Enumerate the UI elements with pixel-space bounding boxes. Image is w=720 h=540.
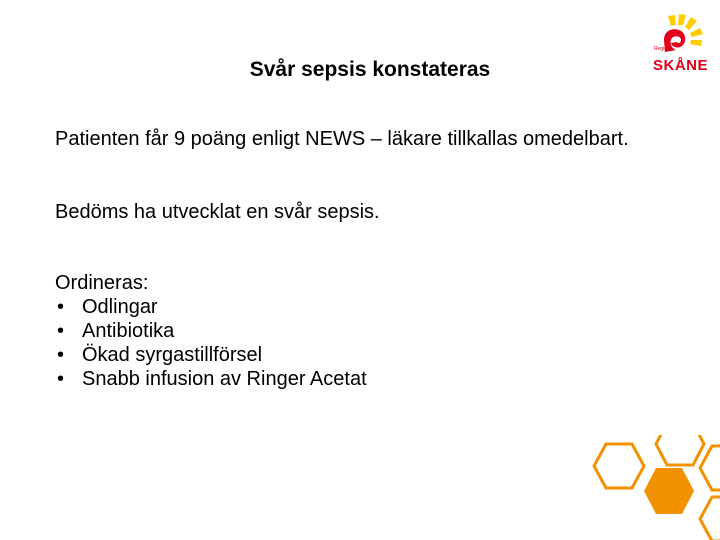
orders-heading: Ordineras: (55, 272, 149, 294)
hexagon-outline-top-right (656, 435, 704, 465)
logo-region-text: Region (654, 46, 670, 52)
region-skane-logo (650, 12, 710, 74)
bullet: • (57, 368, 65, 390)
order-text: Snabb infusion av Ringer Acetat (82, 368, 367, 390)
order-text: Ökad syrgastillförsel (82, 344, 263, 366)
hexagon-outline-bottom (700, 497, 720, 540)
order-text: Odlingar (82, 296, 158, 318)
logo-wordmark: SKÅNE (653, 57, 709, 74)
list-item (55, 295, 655, 319)
paragraph-news-score: Patienten får 9 poäng enligt NEWS – läkare tillkallas omedelbart. (55, 128, 629, 150)
list-item (55, 343, 655, 367)
slide-body (55, 127, 655, 391)
list-item (55, 367, 655, 391)
hexagon-outline-right (700, 446, 720, 490)
slide-title: Svår sepsis konstateras (249, 58, 491, 81)
decorative-hexagons (588, 435, 720, 540)
bullet: • (57, 296, 65, 318)
paragraph-assessment: Bedöms ha utvecklat en svår sepsis. (55, 201, 380, 223)
bullet: • (57, 320, 65, 342)
list-item (55, 319, 655, 343)
hexagon-filled (644, 468, 694, 514)
orders-list (55, 295, 655, 391)
order-text: Antibiotika (82, 320, 175, 342)
hexagon-outline-left (594, 444, 644, 488)
bullet: • (57, 344, 65, 366)
